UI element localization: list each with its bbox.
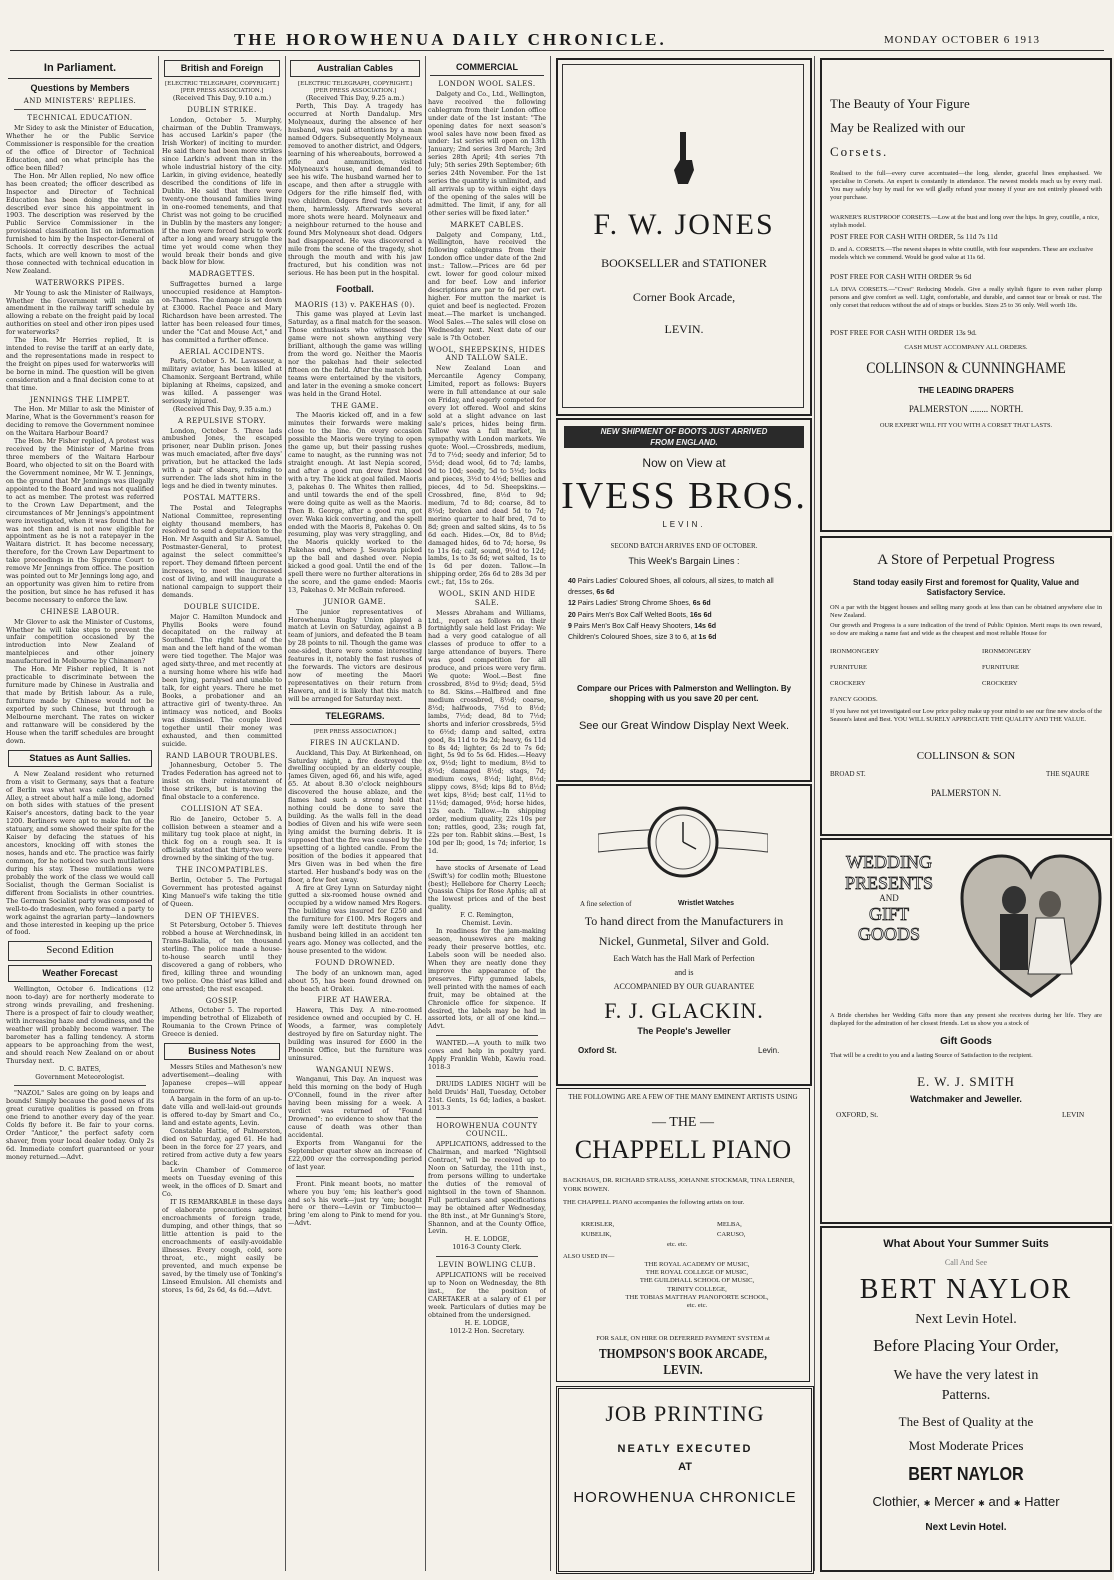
paragraph: Paris, October 5. M. Lavasseur, a military aviator, has been killed at Chamonix. Sergeant Bertrand, while biplaning at Rheims, capsized, and was killed. A passenger was seriously injured.	[162, 357, 282, 405]
classified-druids: DRUIDS LADIES NIGHT will be held Druids' Hall, Tuesday, October 21st. Gents, 1s 6d; ladies, a basket. 1013-3	[428, 1080, 546, 1112]
ad-smith-street: OXFORD, St.	[836, 1110, 879, 1119]
ad-ivess-item	[568, 610, 800, 621]
paragraph: Messrs Stiles and Matheson's new advertisement—dealing with Japanese crepes—will appear tomorrow.	[162, 1063, 282, 1096]
item-count: 12	[568, 600, 576, 608]
paragraph: Levin Chamber of Commerce meets on Tuesday evening of this week, in the offices of D. Smart and Co.	[162, 1166, 282, 1199]
ad-job-line2: NEATLY EXECUTED	[617, 1443, 753, 1455]
ad-perpetual-progress	[820, 536, 1112, 836]
ad-naylor-before: Before Placing Your Order,	[873, 1336, 1059, 1355]
wristlet-watch-icon	[598, 794, 768, 888]
paragraph: This game was played at Levin last Saturday, as a final match for the season. Those enthusiasts who witnessed the game were not shown anything very brilliant, although the game was willing from the word go. Neither the Maoris nor the pakehas had their selected fifteen on the field. After the match both teams were entertained by the visitors, and later in the evening a smoke concert was held in the Grand Hotel.	[288, 310, 422, 398]
ad-corsets-tag: THE LEADING DRAPERS	[918, 386, 1014, 395]
ad-ivess-item	[568, 576, 800, 598]
ad-corsets-cash: CASH MUST ACCOMPANY ALL ORDERS.	[904, 344, 1028, 351]
ad-naylor-trades	[822, 1494, 1110, 1509]
item-price: 6s 6d	[692, 600, 711, 608]
ad-chappell-the: — THE —	[652, 1115, 714, 1130]
ad-progress-item: FANCY GOODS.	[830, 696, 878, 703]
ad-corsets-p1: Realised to the full—every curve accentuated—the long, slender, graceful lines emphasised. We specialise in Corsets. An expert is constantly in attendance. The newest models reach us by every mail. You may safely buy by mail for we will gladly refund your money if your are not entirely pleased with your purchase.	[830, 170, 1102, 201]
ad-ivess-item	[568, 598, 800, 609]
paragraph: Auckland, This Day. At Birkenhead, on Saturday night, a fire destroyed the dwelling occupied by an elderly couple, James Given, aged 66, and his wife, aged 65. At about 8.30 o'clock neighbours discovered the house ablaze, and the flames had such a strong hold that nothing could be done to save the building. As the walls fell in the dead bodies of Given and his wife were seen lying amidst the burning debris. It is supposed that the fire was caused by the upsetting of a lighted candle. From the position of the bodies it appeared that Mrs Given was in bed when the fire started. Her husband's body was on the floor, a few feet away.	[288, 748, 422, 884]
column-commercial	[428, 56, 546, 1571]
column-rule	[425, 56, 426, 1571]
ad-chappell-institutions	[597, 1261, 797, 1310]
institution: THE TOBIAS MATTHAY PIANOFORTE SCHOOL,	[625, 1293, 769, 1301]
section-technical-education: TECHNICAL EDUCATION.	[27, 114, 133, 123]
ad-corsets-p3: D. and A. CORSETS.—The newest shapes in white coutille, with four suspenders. These are exclusive models which we commend. Would be good value at 11s 6d.	[830, 246, 1094, 261]
item-price: 6s 6d	[596, 589, 615, 597]
press-note: [PER PRESS ASSOCIATION.]	[313, 729, 397, 736]
ad-progress-firm: COLLINSON & SON	[916, 750, 1016, 762]
ad-fw-jones	[556, 58, 812, 416]
paragraph: APPLICATIONS, addressed to the Chairman, and marked "Nightsoil Contract," will be received up to Noon on Saturday, the 11th inst., from persons willing to undertake the duties of the removal of nightsoil in the town of Shannon. Full particulars and specifications may be obtained after Wednesday, the 8th inst., at Mr Gunning's Store, Shannon, and at the County Office, Levin.	[428, 1140, 546, 1236]
ad-progress-p3: If you have not yet investigated our Low price policy make up your mind to see our fine new stocks of the Season's latest and Best. YOU WILL SURELY APPRECIATE THE QUALITY AND THE VALUE.	[830, 708, 1102, 723]
ad-progress-head: A Store of Perpetual Progress	[877, 552, 1055, 568]
institution: etc. etc.	[686, 1302, 708, 1310]
ad-progress-p1: ON a par with the biggest houses and selling many goods at less than can be obtained anywhere else in New Zealand.	[830, 604, 1102, 619]
ad-glackin-town: Levin.	[758, 1046, 780, 1055]
section-jennings: JENNINGS THE LIMPET.	[29, 395, 131, 404]
ad-ivess-items	[568, 576, 800, 643]
section-the-game: THE GAME.	[331, 401, 379, 410]
ad-glackin-fine: A fine selection of	[580, 900, 632, 908]
heading-second-edition: Second Edition	[8, 941, 152, 961]
item-text: Pairs Men's Box Calf Welted Boots,	[577, 611, 688, 619]
ad-progress-town: PALMERSTON N.	[930, 788, 1002, 798]
ad-ewj-smith	[820, 838, 1112, 1224]
ad-smith-wedding	[834, 852, 944, 945]
ad-ivess-town: LEVIN.	[662, 520, 706, 529]
column-rule	[550, 56, 551, 1571]
ad-chappell-etc: etc. etc.	[667, 1241, 688, 1248]
ad-corsets-head3: Corsets.	[830, 144, 889, 159]
press-note: [PER PRESS ASSOCIATION.]	[313, 88, 397, 95]
ad-progress-item: CROCKERY	[830, 680, 866, 687]
item-count: 20	[568, 611, 576, 619]
ad-progress-p2: Our growth and Progress is a sure indication of the trend of Public Opinion. Merit reaps its own reward, so dow are making a name fast and wide as the cheapest and most reliable House for	[830, 622, 1102, 637]
ad-corsets-town: PALMERSTON ........ NORTH.	[908, 404, 1024, 414]
ad-naylor-hatter: Hatter	[1024, 1494, 1060, 1509]
ad-job-line3: AT	[678, 1461, 692, 1473]
ad-ivess-banner-2: FROM ENGLAND.	[650, 438, 718, 447]
ad-jones-line1: BOOKSELLER and STATIONER	[601, 256, 767, 270]
ad-smith-p1: A Bride cherishes her Wedding Gifts more than any present she receives during her life. They are displayed for the admiration of her closest friends. Let us show you a stock of	[830, 1012, 1102, 1027]
signature-title: 1016-3 County Clerk.	[452, 1243, 522, 1252]
paragraph: The Postal and Telegraphs National Committee, representing eighty thousand members, has resolved to send a deputation to the Hon. Mr Asquith and Sir A. Samuel, Postmaster-General, to protest against the select committee's report. They demand fifteen percent increases, to meet the increased cost of living, and will inaugurate a national campaign to support their demands.	[162, 503, 282, 599]
item-text: Pairs Ladies' Coloured Shoes, all colours, all sizes, to match all dresses,	[568, 578, 774, 597]
institution: THE ROYAL COLLEGE OF MUSIC,	[645, 1269, 749, 1277]
ad-chappell-arcade: THOMPSON'S BOOK ARCADE, LEVIN.	[598, 1347, 768, 1378]
ad-glackin-street: Oxford St.	[578, 1046, 617, 1055]
signature: D. C. BATES,	[59, 1064, 101, 1073]
ad-corsets-price2: POST FREE FOR CASH WITH ORDER 9s 6d	[830, 272, 972, 281]
column-british-foreign	[162, 56, 282, 1571]
heading-british-foreign: British and Foreign	[164, 60, 280, 77]
section-london-wool: LONDON WOOL SALES.	[438, 80, 536, 89]
press-note: [PER PRESS ASSOCIATION.]	[180, 88, 264, 95]
paragraph-advert: "NAZOL" Sales are going on by leaps and bounds! Simply because the good news of its great curative qualities is passed on from one friend to another every day of the year. Colds fly before it. Be fair to your corns. Order "Anticor," the perfect safety corn shaver, from your local dealer today. Only 2s 6d. Immediate comfort guaranteed or your money returned.—Advt.	[6, 1089, 154, 1161]
paragraph: The junior representatives of Horowhenua Rugby Union played a match at Levin on Saturday, against a B team of juniors, and defeated the B team by 28 points to nil. Though the game was one-sided, there were some interesting features in it, notably the fast rushes of the forwards. The victors are desirous now of meeting the Maori representatives on their return from Hawera, and it is likely that this match will be arranged for Saturday next.	[288, 607, 422, 703]
subline-replies: AND MINISTERS' REPLIES.	[23, 96, 137, 105]
received-time: (Received This Day, 9.25 a.m.)	[305, 94, 405, 102]
section-found-drowned: FOUND DROWNED.	[314, 958, 396, 967]
paragraph: London, October 5. Three lads ambushed Jones, the escaped prisoner, near Dublin prison. Jones was much emaciated, after five days' privation, but he attacked the lads with a pair of shears, refusing to surrender. The lads shot him in the legs and he died in twenty minutes.	[162, 426, 282, 491]
paragraph: Wellington, October 6. Indications (12 noon to-day) are for northerly moderate to strong winds prevailing, and freshening. There is a prospect of fair to cloudy weather, with increasing haze and cloudiness, and the weather will probably become warmer. The barometer has a falling tendency. A storm appears to be approaching from the west, and should reach New Zealand on or about Thursday next.	[6, 985, 154, 1065]
ad-ivess-bargain: This Week's Bargain Lines :	[628, 556, 740, 566]
ad-ivess-compare: Compare our Prices with Palmerston and Wellington. By shopping with us you save 20 per cent.	[576, 684, 792, 704]
ad-glackin-tag: The People's Jeweller	[637, 1026, 731, 1036]
section-repulsive-story: A REPULSIVE STORY.	[178, 416, 266, 425]
ad-naylor-name2: BERT NAYLOR	[908, 1464, 1024, 1484]
section-fire-hawera: FIRE AT HAWERA.	[317, 996, 393, 1005]
paragraph: The Hon. Mr Fisher replied, A protest was received by the Minister of Marine from three members of the Waitara Harbour Board, who objected to sit on the Board with the Government nominee, Mr W. T. Jennings, on the ground that Mr Jennings was illegally appointed to the Board and was not qualified to act as member. The protest was referred to the Crown Law Department, and the circumstances of Mr Jennings's appointment were investigated, when it was found that he was not then and is not now eligible for appointment as he is not a ratepayer in the Waitara district. It has become necessary, therefore, for the Crown Law Department to take proceedings in the Supreme Court to remove Mr Jennings from office. The position was pointed out to Mr Jennings long ago, and an opportunity was given him to retire from the position, but since he has refused it has become necessary to enforce the law.	[6, 437, 154, 604]
heading-football: Football.	[336, 283, 374, 294]
ad-smith-w2: PRESENTS	[844, 872, 934, 893]
section-county-council: HOROWHENUA COUNTY COUNCIL.	[436, 1121, 538, 1139]
ad-chappell-acc: THE CHAPPELL PIANO accompanies the following artists on tour.	[563, 1199, 745, 1206]
section-den-of-thieves: DEN OF THIEVES.	[184, 911, 260, 920]
ad-corsets-price1: POST FREE FOR CASH WITH ORDER, 5s 11d 7s 11d	[830, 232, 998, 241]
ad-smith-town: LEVIN	[1062, 1110, 1085, 1119]
ad-chappell-artists: BACKHAUS, DR. RICHARD STRAUSS, JOHANNE STOCKMAR, TINA LERNER, YORK BOWEN.	[563, 1177, 795, 1193]
ad-naylor-have: We have the very latest in	[893, 1368, 1039, 1383]
masthead-title: THE HOROWHENUA DAILY CHRONICLE.	[234, 30, 667, 49]
section-dublin-strike: DUBLIN STRIKE.	[187, 105, 257, 114]
telegraph-note: [ELECTRIC TELEGRAPH, COPYRIGHT.]	[164, 81, 280, 88]
signature-title: Chemist. Levin.	[461, 919, 513, 928]
signature: H. E. LODGE,	[464, 1235, 510, 1244]
item-text: Pairs Ladies' Strong Chrome Shoes,	[577, 600, 691, 608]
ad-ivess-now: Now on View at	[642, 456, 726, 470]
signature-title: 1012-2 Hon. Secretary.	[449, 1326, 525, 1335]
ad-progress-broad: BROAD ST.	[830, 770, 866, 778]
ad-corsets-head2: May be Realized with our	[830, 120, 966, 135]
paragraph: New Zealand Loan and Mercantile Agency Company, Limited, report as follows: Buyers were in full attendance at our sale on Friday, and eagerly competed for every lot offered. Wool and skins sold at a slight advance on last sale's prices, hides being firm. Tallow was a full market, in sympathy with London markets. We quote: Wool.—Crossbreds, medium, 7d to 7½d; seedy and inferior, 5d to 5½d; dead wool, 6d to 7d; lambs, 9d to 10d; seedy, 5d to 5½d; locks and pieces, 3½d to 4½d; bellies and pieces, 4d to 5d. Sheepskins.—Crossbred, fine, 8½d to 9d; medium, 7d to 8d; coarse, 8d to 8½d; broken and dead 5d to 7d; merino quarter to half bred, 7d to 8d; green and salted skins, 4s to 5s 6d each. Hides.—Ox, 8d to 8½d; damaged hides, 6d to 7d; horse, 9s to 11s 6d; calf, sound, 9½d to 12d; lambs, 1s to 3s 6d; wet salted, 1s to 1s 6d per dozen. Tallow.—In shipping order, 26s 6d to 28s 3d per cwt.; fat, 15s to 26s.	[428, 363, 546, 587]
item-text: Pairs Men's Box Calf Heavy Shooters,	[573, 622, 693, 630]
ad-progress-sub: Stand today easily First and foremost for Quality, Value and Satisfactory Service.	[852, 578, 1080, 598]
ad-ivess-second: SECOND BATCH ARRIVES END OF OCTOBER.	[610, 542, 758, 550]
ad-glackin	[556, 784, 812, 1086]
paragraph: Berlin, October 5. The Portugal Government has protested against King Manuel's wife taking the title of Queen.	[162, 875, 282, 908]
ad-smith-p2: That will be a credit to you and a lasting Source of Satisfaction to the recipient.	[830, 1052, 1033, 1059]
ad-chappell-caruso: CARUSO,	[717, 1231, 746, 1238]
paragraph: Mr Young to ask the Minister of Railways, Whether the Government will make an amendment in the railway tariff schedule by allowing a rebate on the freight paid by local authorities on steel and other iron pipes used for waterworks?	[6, 288, 154, 337]
column-rule	[158, 56, 159, 1571]
paragraph: Major C. Hamilton Mundock and Phyllis Books were found decapitated on the railway at Southend. The right hand of the man and the left hand of the woman were tied together. The Major was aged sixty-three, and met recently at a nursing home where his wife had been lying, paralysed and unable to talk, for eight years. There he met Books, a probationer and an attractive girl of twenty-three. An intimacy was noticed, and Books was dismissed. The couple lived together until their money was exhausted, and then committed suicide.	[162, 612, 282, 748]
section-aerial-accidents: AERIAL ACCIDENTS.	[179, 347, 265, 356]
column-australian-cables	[288, 56, 422, 1571]
section-chinese-labour: CHINESE LABOUR.	[40, 607, 120, 616]
institution: THE GUILDHALL SCHOOL OF MUSIC,	[639, 1277, 755, 1285]
heading-statues: Statues as Aunt Sallies.	[8, 750, 152, 767]
paragraph: Athens, October 5. The reported impending betrothal of Elizabeth of Roumania to the Crown Prince of Greece is denied.	[162, 1006, 282, 1039]
ad-progress-item: IRONMONGERY	[982, 648, 1032, 655]
ornament-icon: ✱	[1013, 1499, 1021, 1508]
ad-naylor-next: Next Levin Hotel.	[915, 1312, 1017, 1327]
paragraph: have stocks of Arsenate of Lead (Swift's) for codlin moth; Bluestone (best); Hellebore for Cherry Leech; Quassia Chips for Rose Aphis; all at the lowest prices and of the best quality.	[428, 863, 546, 912]
signature: F. C. Remington,	[460, 911, 514, 920]
heading-business-notes: Business Notes	[164, 1043, 280, 1060]
paragraph: Dalgety and Company, Ltd., Wellington, have received the following cablegrams from their London office under date of the 2nd inst.: Tallow.—Prices are 6d per cwt. lower for good colour mixed and for beef. Low and inferior descriptions are par to 6d per cwt. higher. For mutton the market is quiet and beef is neglected. Frozen meat.—The market is unchanged. Wool Sales.—The sales will close on Wednesday next. Next date of our sale is 7th October.	[428, 230, 546, 342]
pointing-hand-icon	[668, 130, 698, 186]
ad-job-line4: HOROWHENUA CHRONICLE	[573, 1489, 797, 1506]
ad-corsets-price3: POST FREE FOR CASH WITH ORDER 13s 9d.	[830, 328, 977, 337]
paragraph: The Hon. Mr Allen replied, No new office has been created; the officer described as Inspector and Director of Technical Education has been doing the work so described ever since his appointment in 1903. The description was reserved by the Public Service Commissioner in the provisional classification list on information furnished to him by the Inspector-General of Schools. It correctly describes the actual facts, which are well known to most of the those connected with technical education in New Zealand.	[6, 171, 154, 275]
ad-glackin-line4: ACCOMPANIED BY OUR GUARANTEE	[613, 982, 755, 991]
paragraph: Perth, This Day. A tragedy has occurred at North Dandalup. Mrs Molyneaux, during the absence of her husband, was paid attentions by a man named Odgers. Subsequently Molyneaux removed to another district, and Odgers, learning of his whereabouts, borrowed a rifle and ammunition, visited Molyneaux's house, and demanded to see his wife. The husband warned her to escape, and then after a struggle with Odgers for the rifle himself fled, with two children. Odgers fired two shots at them, harmlessly. Afterwards several more shots were heard. Molyneaux and a neighbour returned to the house and found Mrs Molyneaux shot dead. Odgers had disappeared. He was discovered a mile from the scene of the tragedy, shot through the mouth and with his jaw fractured, but his condition was not serious. He has been put in the hospital.	[288, 101, 422, 277]
ad-naylor-mercer: Mercer	[934, 1494, 975, 1509]
ad-naylor-moderate: Most Moderate Prices	[908, 1438, 1024, 1453]
ad-ivess-bros	[556, 418, 812, 782]
section-maoris-pakehas: MAORIS (13) v. PAKEHAS (0).	[294, 300, 416, 309]
heading-weather-forecast: Weather Forecast	[8, 965, 152, 982]
masthead-rule	[10, 50, 1104, 51]
paragraph: A New Zealand resident who returned from a visit to Germany, says that a feature of Berlin was what was called the Dolls' Alley, a street about half a mile long, adorned on both sides with statues of the present Kaiser's ancestors, dating back to the year 1200. Berliners were apt to make fun of the statuary, and some showed their spite for the Kaiser by defacing the statues of his ancestors, knocking off with stones the noses, hands and etc. The practice was fairly common, for he noticed two such mutilations during his stay. These mutilations were probably the work of the class we would call Socialist, though the German Socialist is different from Socialists in other countries. The German Socialist party was composed of well-to-do tradesmen, who formed a party to work against the agrarian party—landowners and those interested in keeping up the price of food.	[6, 769, 154, 937]
ad-chappell-top: THE FOLLOWING ARE A FEW OF THE MANY EMINENT ARTISTS USING	[568, 1093, 798, 1101]
ad-chappell-piano	[556, 1088, 810, 1382]
ad-corsets-p4: LA DIVA CORSETS.—"Crest" Reducing Models. Give a really stylish figure to even rather plump persons and give comfort as well. Light, comfortable, and durable, and cannot tear or break or rust. The only corset that reduces without the aid of straps or buckles. Sizes 25 to 36 only. Well worth 18s.	[830, 286, 1102, 309]
ad-chappell-also: ALSO USED IN—	[563, 1253, 615, 1260]
ad-smith-gift: Gift Goods	[940, 1036, 992, 1047]
received-time: (Received This Day, 9.10 a.m.)	[172, 94, 272, 102]
item-count: 40	[568, 578, 576, 585]
paragraph: Messrs Abraham and Williams, Ltd., report as follows on their fortnightly sale held last Friday: We had a very good catalogue of all classes of produce to offer to a large attendance of buyers. There was good competition for all produce, and prices were very firm. We quote: Wool.—Best fine crossbred, 8½d to 9½d; dead, 5½d to 8d. Skins.—Halfbred and fine medium crossbred, 8½d; coarse, 8½d; halfwoods, 7½d to 8½d; lambs, 7½d; dead, 8d to 7½d; shorts and inferior crossbreds, 5½d to 6½d; damp and salted, extra good, 8s 11d to 9s 2d; heavy, 6s 11d to 8s 4d; lighter, 6s 2d to 7s 6d; light, 5s 9d to 5s 6d. Hides.—Heavy ox, 9½d; light to medium, 8½d to 8½d; damaged 8½d; stags, 7d; medium cows, 8½d; light, 8½d; slippy cows, 8½d; kips 8d to 8½d; wet kips, 8½d; best calf, 11½d to 11½d; damaged, 9½d; horse hides, 12s each. Tallow.—In shipping order, medium quality, 22s 10s per ton; rattles, good, 23s; rough fat, 22s per ton. Rabbit skins.—Best, 1s 10d per lb; good, 1s 7d; inferior, 1s 1d.	[428, 608, 546, 855]
ad-progress-item: FURNITURE	[982, 664, 1019, 671]
section-wool-skin-hide: WOOL, SKIN AND HIDE SALE.	[438, 590, 536, 607]
paragraph: Johannesburg, October 5. The Trades Federation has agreed not to insist on their reinstatement of those strikers, but is moving the final obstacle to a conference.	[162, 761, 282, 801]
ad-ivess-banner-1: NEW SHIPMENT OF BOOTS JUST ARRIVED	[600, 427, 768, 436]
ad-corsets-p2: WARNER'S RUSTPROOF CORSETS.—Low at the bust and long over the hips. In grey, coutille, a nice, stylish model.	[830, 214, 1100, 229]
ad-job-line1: JOB PRINTING	[605, 1401, 765, 1426]
section-madragettes: MADRAGETTES.	[188, 270, 256, 279]
rule	[14, 109, 146, 110]
ad-naylor-and: and	[988, 1494, 1011, 1509]
heading-telegrams: TELEGRAMS.	[290, 708, 420, 725]
ad-progress-item: IRONMONGERY	[830, 648, 880, 655]
paragraph: Constable Hattie, of Palmerston, died on Saturday, aged 61. He had been in the force for 27 years, and retired from active duty a few years back.	[162, 1126, 282, 1167]
ad-chappell-sale: FOR SALE, ON HIRE OR DEFERRED PAYMENT SYSTEM at	[596, 1335, 770, 1342]
heading-commercial: COMMERCIAL	[430, 60, 544, 76]
rule	[436, 1256, 538, 1257]
rule	[14, 1085, 146, 1086]
ad-job-printing	[556, 1386, 814, 1574]
rule	[436, 1076, 538, 1077]
column-parliament	[6, 56, 154, 1571]
item-price: 14s 6d	[694, 622, 717, 630]
ad-ivess-banner	[564, 426, 804, 448]
ad-glackin-name: F. J. GLACKIN.	[604, 998, 764, 1023]
masthead-date: MONDAY OCTOBER 6 1913	[884, 34, 1040, 46]
heading-australian-cables: Australian Cables	[290, 60, 420, 77]
ad-naylor-patterns: Patterns.	[941, 1388, 991, 1403]
paragraph: Hawera, This Day. A nine-roomed residence owned and occupied by C. H. Woods, a farmer, was completely destroyed by fire on Saturday night. The building was insured for £600 in the Phoenix Office, but the furniture was uninsured.	[288, 1006, 422, 1062]
section-wanganui-news: WANGANUI NEWS.	[316, 1065, 394, 1074]
rule	[296, 1176, 414, 1177]
ad-progress-item: FURNITURE	[830, 664, 867, 671]
paragraph: Dalgety and Co., Ltd., Wellington, have received the following cablegram from their London office under date of the 1st instant: "The opening dates for next season's wool sales have now been fixed as under: 1st series will open on 13th January; 2nd series 3rd March; 3rd series 28th April; 4th series 7th July; 5th series 29th September; 6th series 24th November. For the 1st series the quantity is unlimited, and all arrivals up to within eight days of the opening of the sales will be admitted. The limit, if any, for all other series will be fixed later."	[428, 89, 546, 217]
paragraph: Rio de Janeiro, October 5. A collision between a steamer and a military tug took place at night, in thick fog on a rough sea. It is officially stated that thirty-two were drowned by the sinking of the tug.	[162, 814, 282, 863]
ad-glackin-line3: Each Watch has the Hall Mark of Perfection	[613, 954, 755, 963]
section-double-suicide: DOUBLE SUICIDE.	[183, 602, 261, 611]
paragraph: In readiness for the jam-making season, housewives are making ready their preserve bottles, etc. Labels soon will be needed also. When they are neatly done they improve the appearance of the preserves. Fifty gummed labels, well printed with the names of each fruit, may be obtained at the Chronicle office for sixpence. If desired, the labels may be had in assorted lots, or all of one kind.—Advt.	[428, 927, 546, 1031]
paragraph: Mr Glover to ask the Minister of Customs, Whether he will take steps to prevent the unfair competition occasioned by the introduction into New Zealand of mantelpieces and other joinery manufactured in Melbourne by Chinamen?	[6, 617, 154, 666]
institution: TRINITY COLLEGE,	[667, 1285, 727, 1293]
paragraph: IT IS REMARKABLE in these days of elaborate precautions against encroachments of foreign trade, dumping, and other things, that so little attention is paid to the encroachments of easily-avoidable illnesses. Every cough, cold, sore throat, etc., might easily be prevented, and much expense be saved, by the timely use of Tonking's Linseed Emulsion. All chemists and stores, 1s 6d, 2s 6d, 4s 6d.—Advt.	[162, 1198, 282, 1294]
item-price: 1s 6d	[698, 633, 717, 641]
classified-wanted: WANTED.—A youth to milk two cows and help in poultry yard. Apply Franklin Webb, Kawiu road. 1018-3	[428, 1039, 546, 1072]
paragraph: APPLICATIONS will be received up to Noon on Wednesday, the 8th inst., for the position of CARETAKER at a salary of £1 per week. Particulars of duties may be obtained from the undersigned.	[428, 1270, 546, 1319]
ad-glackin-line1: To hand direct from the Manufacturers in	[584, 914, 784, 928]
paragraph: A fire at Grey Lynn on Saturday night gutted a six-roomed house owned and occupied by a widow named Mrs Rogers. The building was insured for £250 and the furniture for £100. Mrs Rogers and family were left destitute through her husband being killed in an accident ten years ago. Money was collected, and the house presented to the widow.	[288, 883, 422, 956]
ad-progress-item: CROCKERY	[982, 680, 1018, 687]
paragraph: The body of an unknown man, aged about 55, has been found drowned on the beach at Orakei.	[288, 968, 422, 993]
section-waterworks: WATERWORKS PIPES.	[35, 278, 125, 287]
ad-naylor-call: Call And See	[944, 1258, 988, 1267]
masthead	[0, 0, 1114, 56]
paragraph: Mr Sidey to ask the Minister of Education, Whether he or the Public Service Commissioner is responsible for the creation of the office of Director of Technical Education, and on what principle has the office been filled?	[6, 124, 154, 172]
ad-glackin-line2: Nickel, Gunmetal, Silver and Gold.	[598, 934, 770, 948]
section-incompatibles: THE INCOMPATIBLES.	[175, 866, 269, 875]
paragraph-advert: Front. Pink meant boots, no matter where you buy 'em; his leather's good and so's his work—just try 'em; bought here or there—Levin or Timbuctoo—bring 'em along to Pink to mend for you.—Advt.	[288, 1179, 422, 1228]
paragraph: A bargain in the form of an up-to-date villa and well-laid-out grounds is offered to-day by Smart and Co., land and estate agents, Levin.	[162, 1095, 282, 1127]
paragraph: The Hon. Mr Millar to ask the Minister of Marine, What is the Government's reason for deciding to remove the Government nominee on the Waitara Harbour Board?	[6, 405, 154, 438]
institution: THE ROYAL ACADEMY OF MUSIC,	[644, 1261, 750, 1268]
section-gossip: GOSSIP.	[205, 996, 239, 1005]
paragraph: The Hon. Mr Herries replied, It is intended to revise the tariff at an early date, and the representations made in respect to the freight on pipes used for waterworks will be borne in mind. The question will be given consideration and a final decision come to at that time.	[6, 336, 154, 392]
ad-naylor-name: BERT NAYLOR	[859, 1274, 1073, 1305]
received-time: (Received This Day, 9.35 a.m.)	[172, 404, 272, 413]
paragraph: London, October 5. Murphy, chairman of the Dublin Tramways, has accused Larkin's paper (the Irish Worker) of inciting to murder. He said there had been more strikes since Larkin's advent than in the whole industrial history of the city. Larkin, in giving evidence, heatedly described the conditions of life in Dublin. He said that there were twenty-one thousand families living in one-roomed tenements, and that Christ was not going to be crucified in Dublin by the masters any longer; if the men were forced back to work after a long and weary struggle the time yet would come when they would break their bonds and give back blow for blow.	[162, 115, 282, 267]
paragraph: The Maoris kicked off, and in a few minutes their forwards were making close to the line. On every occasion possible the Maoris were trying to open the game up, but their passing rushes came to naught, as the running was not straight enough. At last Nepia scored, and after a good run drew first blood with a try. The kick at goal failed. Maoris 3, pakehas 0. The Whites then rallied, and until towards the end of the spell were doing quite as well as the Maoris. Then B. George, after a good run, got over. Waka kick converting, and the spell ended with the Maoris 8, Pakehas 0. On resuming, play was very straggling, and the Maoris quickly worked to the Pakehas end, where J. Seuwata picked up the ball and dashed over. Nepia kicked a good goal. Until the end of the spell there were no further alterations in the score, and the game ended: Maoris 13, Pakehas 0. Mr McBain refereed.	[288, 411, 422, 594]
ad-smith-w3: GIFT	[869, 903, 909, 924]
item-count: 9	[568, 622, 572, 630]
rule	[436, 1035, 538, 1036]
ad-corsets-firm: COLLINSON & CUNNINGHAME	[866, 360, 1066, 377]
ad-bert-naylor	[820, 1226, 1112, 1572]
column-rule	[814, 56, 815, 1571]
ad-chappell-name: CHAPPELL PIANO	[574, 1135, 792, 1164]
ad-naylor-foot: Next Levin Hotel.	[925, 1522, 1007, 1533]
ad-corsets-head1: The Beauty of Your Figure	[830, 96, 970, 111]
ad-corsets-foot: OUR EXPERT WILL FIT YOU WITH A CORSET THAT LASTS.	[879, 422, 1053, 429]
ad-smith-name: E. W. J. SMITH	[917, 1074, 1015, 1089]
ad-naylor-best: The Best of Quality at the	[898, 1414, 1034, 1429]
ad-jones-name: F. W. JONES	[593, 208, 775, 241]
heading-in-parliament: In Parliament.	[8, 60, 152, 79]
ad-naylor-clothier: Clothier,	[872, 1494, 921, 1509]
ornament-icon: ✱	[978, 1499, 985, 1508]
item-price: 16s 6d	[689, 611, 712, 619]
section-bowling-club: LEVIN BOWLING CLUB.	[438, 1261, 536, 1270]
item-text: Children's Coloured Shoes, size 3 to 6, at	[568, 633, 697, 641]
paragraph: The Hon. Mr Fisher replied, It is not practicable to discriminate between the furniture made by Chinese in Australia and that made by British labour. As a rule, furniture made by Chinese would not be exported by such Chinese, but through a Melbourne merchant. The rates on wicker and rattanware will be considered by the House when the tariff schedules are brought down.	[6, 665, 154, 745]
ad-glackin-and: and is	[674, 968, 694, 977]
paragraph: Exports from Wanganui for the September quarter show an increase of £22,000 over the corresponding period of last year.	[288, 1138, 422, 1171]
ad-progress-square: THE SQAURE	[1046, 770, 1090, 778]
ad-ivess-name: IVESS BROS.	[561, 475, 807, 517]
signature-title: Government Meteorologist.	[35, 1072, 125, 1081]
section-rand-labour: RAND LABOUR TROUBLES.	[165, 751, 279, 760]
ad-naylor-head: What About Your Summer Suits	[883, 1238, 1049, 1250]
heart-couple-illustration-icon	[958, 850, 1104, 1000]
paragraph: Suffragettes burned a large unoccupied residence at Hampton-on-Thames. The damage is set down at £3000. Rachel Peace and Mary Richardson have been arrested. The latter has been released four times, under the "Cat and Mouse Act," and has committed a further offence.	[162, 280, 282, 344]
ad-smith-w1: WEDDING	[846, 852, 932, 872]
ad-ivess-item	[568, 632, 800, 643]
ornament-icon: ✱	[923, 1499, 931, 1508]
column-rule	[285, 56, 286, 1571]
ad-smith-and: AND	[879, 893, 899, 904]
subheading-questions: Questions by Members	[30, 82, 130, 93]
ad-ivess-window: See our Great Window Display Next Week.	[578, 720, 790, 732]
ad-chappell-kubelik: KUBELIK,	[581, 1231, 612, 1238]
ad-jones-line3: LEVIN.	[664, 322, 704, 336]
signature: H. E. LODGE,	[464, 1318, 510, 1327]
telegraph-note: [ELECTRIC TELEGRAPH, COPYRIGHT.]	[297, 81, 413, 88]
section-wool-sheepskins: WOOL, SHEEPSKINS, HIDES AND TALLOW SALE.	[428, 345, 546, 363]
rule	[436, 1117, 538, 1118]
ad-jones-line2: Corner Book Arcade,	[632, 290, 736, 304]
section-collision: COLLISION AT SEA.	[180, 804, 264, 813]
ad-chappell-kreisler: KREISLER,	[581, 1221, 615, 1228]
section-fires-auckland: FIRES IN AUCKLAND.	[309, 738, 401, 747]
section-market-cables: MARKET CABLES.	[450, 220, 524, 229]
ad-glackin-watches: Wristlet Watches	[678, 900, 735, 907]
ad-chappell-melba: MELBA,	[717, 1221, 742, 1228]
section-postal-matters: POSTAL MATTERS.	[183, 494, 261, 502]
rule	[436, 860, 538, 861]
ad-ivess-item	[568, 621, 800, 632]
paragraph: St Petersburg, October 5. Thieves robbed a house at Werchnedinsk, in Trans-Baikalia, of ten thousand sterling. The police made a house-to-house search until they discovered a gang of robbers, who fired, killing three and wounding two police. One thief was killed and one arrested; the rest escaped.	[162, 921, 282, 993]
ad-smith-w4: GOODS	[857, 924, 920, 945]
ad-corsets	[820, 58, 1112, 532]
paragraph: Wanganui, This Day. An inquest was held this morning on the body of Hugh O'Connell, found in the river after having been missing for a week. A verdict was returned of "Found Drowned": no evidence to show that the cause of death was other than accidental.	[288, 1075, 422, 1139]
ad-smith-tag: Watchmaker and Jeweller.	[910, 1094, 1022, 1104]
section-junior-game: JUNIOR GAME.	[324, 597, 386, 606]
